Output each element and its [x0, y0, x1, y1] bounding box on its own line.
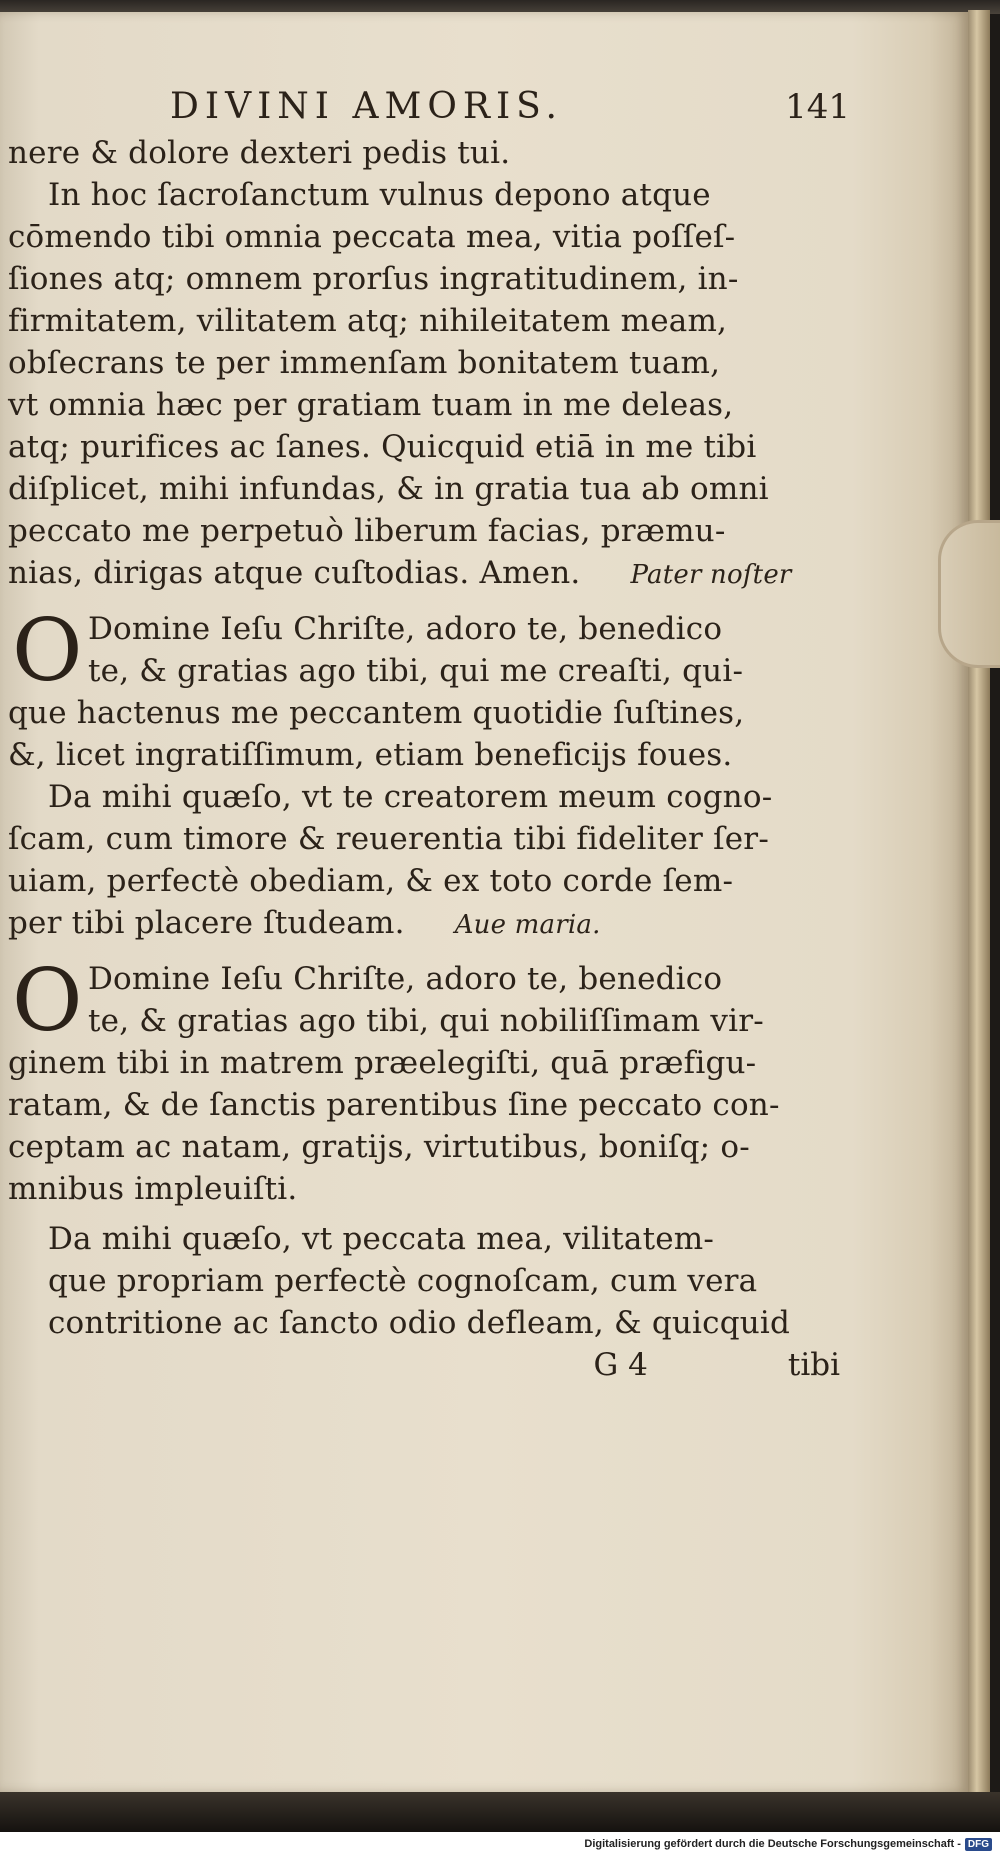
- text-line: ſcam, cum timore & reuerentia tibi fideliter ſer-: [8, 821, 769, 857]
- text-line: Domine Ieſu Chriſte, adoro te, benedico: [88, 611, 723, 647]
- scan-bottom-border: [0, 1792, 1000, 1832]
- text-line: mnibus impleuiſti.: [8, 1171, 298, 1207]
- running-title: DIVINI AMORIS.: [170, 86, 563, 127]
- text-run: nias, dirigas atque cuſtodias. Amen.: [8, 555, 581, 591]
- text-line: In hoc ſacroſanctum vulnus depono atque: [48, 177, 711, 213]
- signature-mark: G 4: [593, 1347, 648, 1383]
- body-text: [8, 80, 840, 1386]
- text-line: ratam, & de ſanctis parentibus ſine peccato con-: [8, 1087, 780, 1123]
- text-line: que hactenus me peccantem quotidie ſuſtines,: [8, 695, 745, 731]
- text-line: vt omnia hæc per gratiam tuam in me deleas,: [8, 387, 734, 423]
- text-line: obſecrans te per immenſam bonitatem tuam,: [8, 345, 721, 381]
- text-line: &, licet ingratiſſimum, etiam beneficijs foues.: [8, 737, 733, 773]
- text-line: peccato me perpetuò liberum facias, præmu-: [8, 513, 726, 549]
- text-line: contritione ac ſancto odio defleam, & quicquid: [48, 1305, 791, 1341]
- text-line: ginem tibi in matrem præelegiſti, quā præfigu-: [8, 1045, 757, 1081]
- text-line: uiam, perfectè obediam, & ex toto corde ſem-: [8, 863, 734, 899]
- prayer-rubric: Aue maria.: [454, 910, 601, 940]
- paragraph-with-initial: [8, 951, 840, 1051]
- drop-initial: O: [12, 601, 83, 701]
- funding-footer: [0, 1832, 1000, 1856]
- funding-text: Digitalisierung gefördert durch die Deutsche Forschungsgemeinschaft -: [584, 1838, 961, 1850]
- text-line: firmitatem, vilitatem atq; nihileitatem meam,: [8, 303, 728, 339]
- dfg-logo: DFG: [965, 1838, 992, 1851]
- text-line: te, & gratias ago tibi, qui nobiliſſimam vir-: [88, 1003, 764, 1039]
- text-line: ſiones atq; omnem prorſus ingratitudinem, in-: [8, 261, 739, 297]
- page-number: 141: [785, 87, 850, 127]
- text-line: diſplicet, mihi infundas, & in gratia tua ab omni: [8, 471, 769, 507]
- text-line: [8, 902, 840, 944]
- text-line: te, & gratias ago tibi, qui me creaſti, qui-: [88, 653, 744, 689]
- page-edge: [968, 10, 990, 1794]
- text-line: ceptam ac natam, gratijs, virtutibus, boniſq; o-: [8, 1129, 750, 1165]
- text-line: cōmendo tibi omnia peccata mea, vitia poſſeſ-: [8, 219, 736, 255]
- text-line: Domine Ieſu Chriſte, adoro te, benedico: [88, 961, 723, 997]
- text-line: nere & dolore dexteri pedis tui.: [8, 135, 511, 171]
- text-line: Da mihi quæſo, vt peccata mea, vilitatem-: [48, 1221, 715, 1257]
- text-run: per tibi placere ſtudeam.: [8, 905, 405, 941]
- text-line: Da mihi quæſo, vt te creatorem meum cogno-: [48, 779, 773, 815]
- catch-row: [8, 1344, 840, 1386]
- text-line: atq; purifices ac ſanes. Quicquid etiā in me tibi: [8, 429, 757, 465]
- text-line: que propriam perfectè cognoſcam, cum vera: [48, 1263, 758, 1299]
- catchword: tibi: [787, 1347, 840, 1383]
- prayer-rubric: Pater noſter: [630, 560, 792, 590]
- text-line: [8, 552, 840, 594]
- paragraph-with-initial: [8, 601, 840, 701]
- book-clasp: [938, 520, 1000, 668]
- drop-initial: O: [12, 951, 83, 1051]
